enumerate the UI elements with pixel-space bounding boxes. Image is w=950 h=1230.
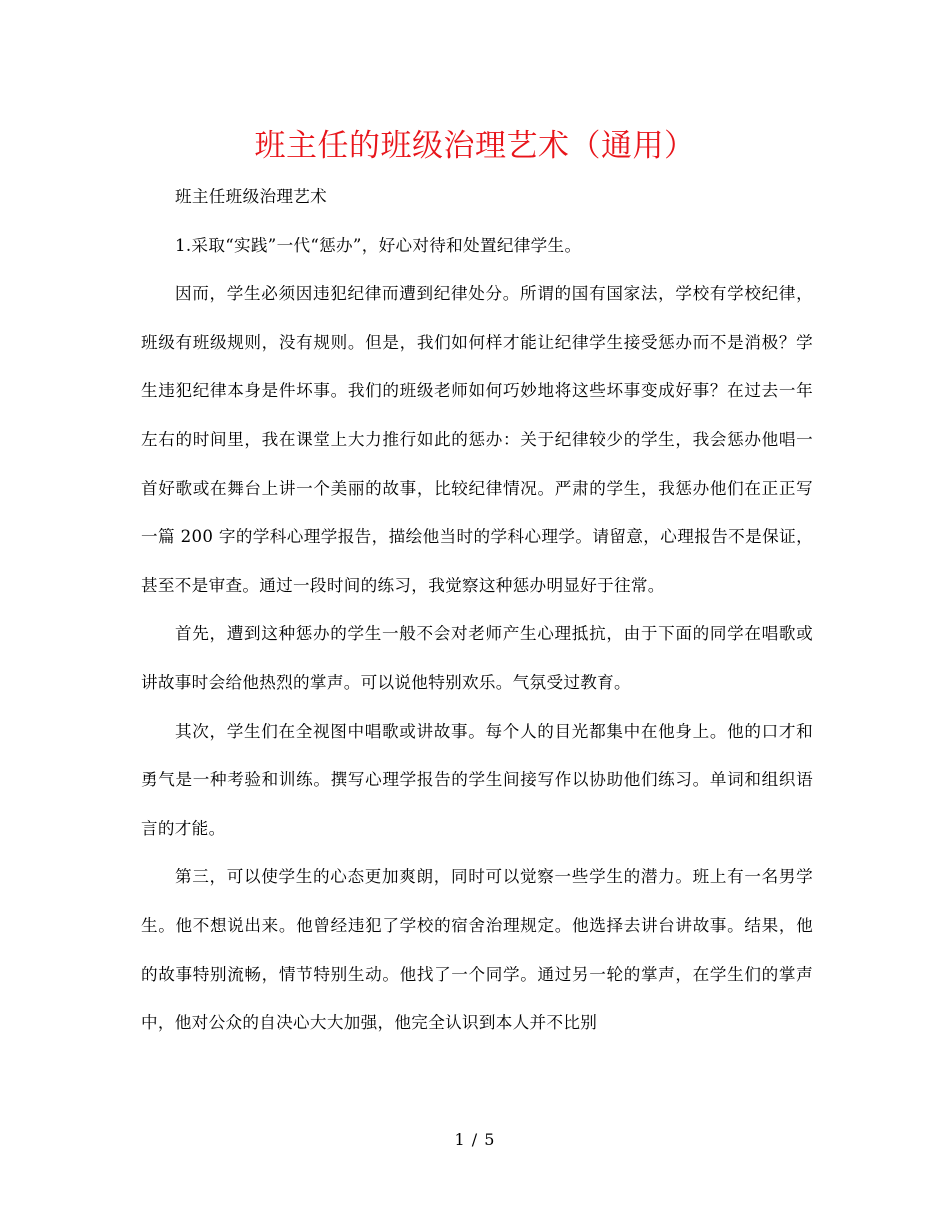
page-number: 1 / 5 [454, 1130, 496, 1149]
body-paragraph: 首先，遭到这种惩办的学生一般不会对老师产生心理抵抗，由于下面的同学在唱歌或讲故事时会给他热烈的掌声。可以说他特别欢乐。气氛受过教育。 [141, 624, 813, 692]
body-paragraph: 其次，学生们在全视图中唱歌或讲故事。每个人的目光都集中在他身上。他的口才和勇气是一种考验和训练。撰写心理学报告的学生间接写作以协助他们练习。单词和组织语言的才能。 [141, 721, 813, 838]
point-heading: 1.采取“实践”一代“惩办”，好心对待和处置纪律学生。 [175, 235, 582, 255]
section-heading: 班主任班级治理艺术 [175, 187, 328, 206]
document-title: 班主任的班级治理艺术（通用） [254, 128, 696, 164]
document-body [141, 173, 813, 1048]
body-paragraph: 第三，可以使学生的心态更加爽朗，同时可以觉察一些学生的潜力。班上有一名男学生。他不想说出来。他曾经违犯了学校的宿舍治理规定。他选择去讲台讲故事。结果，他的故事特别流畅，情节特别生动。他找了一个同学。通过另一轮的掌声，在学生们的掌声中，他对公众的自决心大大加强，他完全认识到本人并不比别 [141, 867, 813, 1033]
body-paragraph: 因而，学生必须因违犯纪律而遭到纪律处分。所谓的国有国家法，学校有学校纪律，班级有班级规则，没有规则。但是，我们如何样才能让纪律学生接受惩办而不是消极？学生违犯纪律本身是件坏事。我们的班级老师如何巧妙地将这些坏事变成好事？在过去一年左右的时间里，我在课堂上大力推行如此的惩办：关于纪律较少的学生，我会惩办他唱一首好歌或在舞台上讲一个美丽的故事，比较纪律情况。严肃的学生，我惩办他们在正正写一篇 200 字的学科心理学报告，描绘他当时的学科心理学。请留意，心理报告不是保证，甚至不是审查。通过一段时间的练习，我觉察这种惩办明显好于往常。 [141, 284, 813, 595]
